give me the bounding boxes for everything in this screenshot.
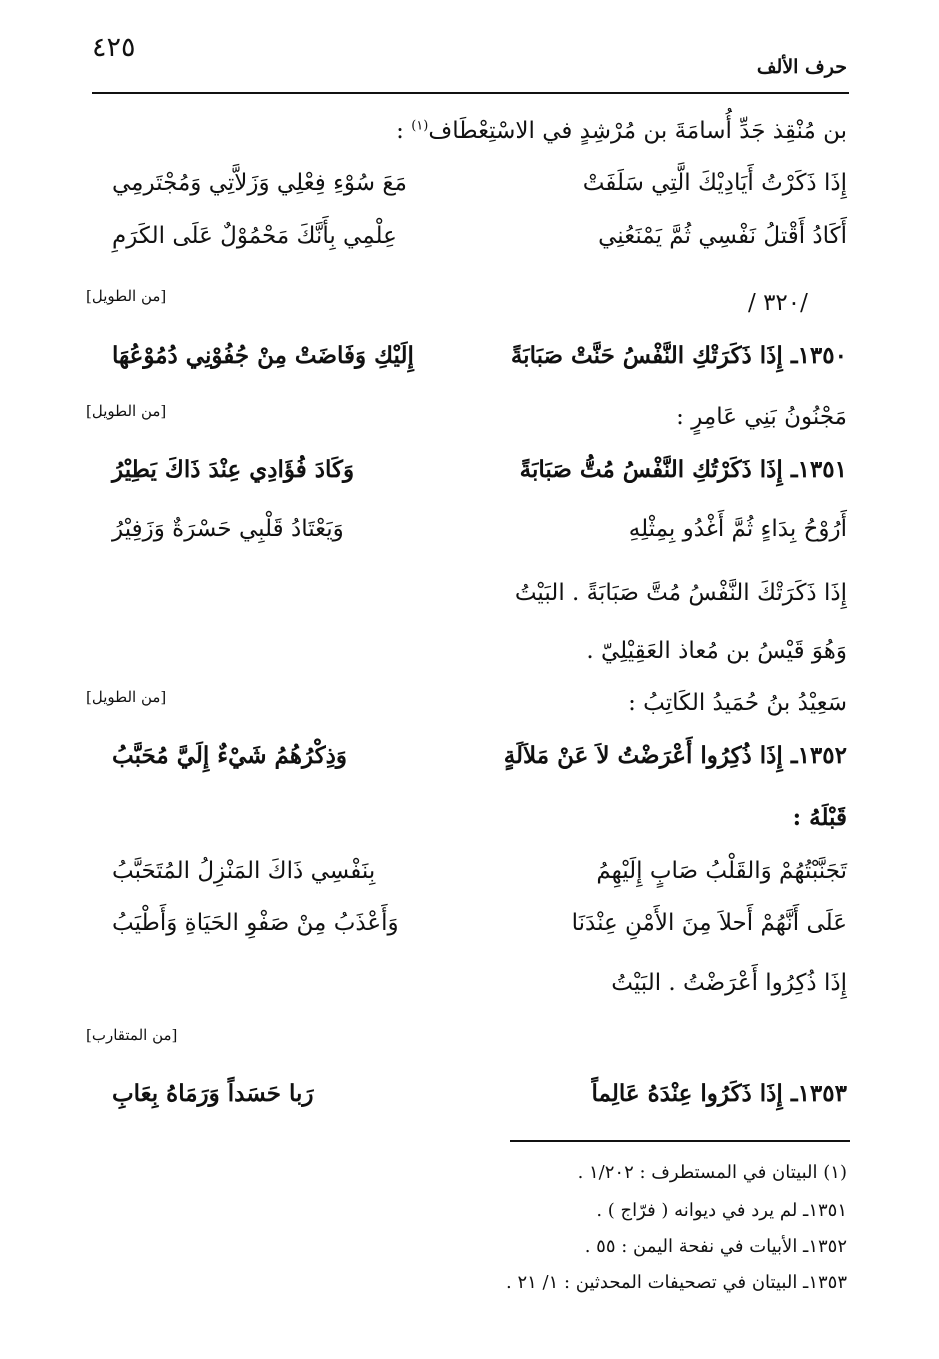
cite-1351: إِذَا ذَكَرَتْكَ النَّفْسُ مُتَّ صَبَابَةً . البَيْتُ bbox=[514, 580, 847, 606]
cite-1352: إِذَا ذُكِرُوا أَعْرَضْتُ . البَيْتُ bbox=[611, 970, 847, 996]
entry-1350-hemistich-right: إِذَا ذَكَرَتْكِ النَّفْسُ حَنَّتْ صَبَابَةً bbox=[510, 342, 783, 369]
meter-label-1351: [من الطويل] bbox=[86, 402, 167, 420]
verse-1351b-left: وَيَعْتَادُ قَلْبِي حَسْرَةٌ وَزَفِيْرُ bbox=[112, 516, 344, 542]
entry-number-1352: ١٣٥٢ـ bbox=[790, 742, 847, 769]
footnote-1351: ١٣٥١ـ لم يرد في ديوانه ( فرّاج ) . bbox=[596, 1200, 847, 1221]
entry-number-1351: ١٣٥١ـ bbox=[790, 456, 847, 483]
entry-1351-left: وَكَادَ فُؤَادِي عِنْدَ ذَاكَ يَطِيْرُ bbox=[112, 456, 355, 483]
footnote-marker: (١) bbox=[411, 118, 429, 134]
footnote-1353: ١٣٥٣ـ البيتان في تصحيفات المحدثين : ١/ ٢١ . bbox=[505, 1272, 847, 1293]
verse-1351b-right: أَرُوْحُ بِدَاءٍ ثُمَّ أَغْدُو بِمِثْلِهِ bbox=[628, 516, 847, 542]
footnote-rule bbox=[510, 1140, 850, 1142]
entry-1353-right bbox=[477, 1080, 847, 1107]
verse-1352b-1-left: بِنَفْسِي ذَاكَ المَنْزِلُ المُتَحَبَّبُ bbox=[112, 858, 376, 884]
page-number: ٤٢٥ bbox=[92, 32, 136, 63]
footnote-1352: ١٣٥٢ـ الأبيات في نفحة اليمن : ٥٥ . bbox=[584, 1236, 847, 1257]
attribution-1351: وَهُوَ قَيْسُ بن مُعاذ العَقِيْلِيّ . bbox=[586, 638, 847, 664]
page-ref-320: / ٣٢٠/ bbox=[748, 290, 808, 316]
header-rule bbox=[92, 92, 849, 94]
meter-label-1353: [من المتقارب] bbox=[86, 1026, 178, 1044]
entry-1350-left: إِلَيْكِ وَفَاضَتْ مِنْ جُفُوْنِي دُمُوْعُهَا bbox=[112, 342, 414, 369]
intro-verse-1-left: مَعَ سُوْءِ فِعْلِي وَزَلاَّتِي وَمُجْتَرمِي bbox=[112, 170, 407, 196]
poet-1352: سَعِيْدُ بنُ حُمَيدُ الكَاتِبُ : bbox=[628, 690, 847, 716]
meter-label-1350: [من الطويل] bbox=[86, 287, 167, 305]
verse-1352b-1-right: تَجَنَّبْتُهُمْ وَالقَلْبُ صَابٍ إِلَيْهِمُ bbox=[596, 858, 847, 884]
verse-1352b-2-left: وَأَعْذَبُ مِنْ صَفْوِ الحَيَاةِ وَأَطْيَبُ bbox=[112, 910, 399, 936]
intro-text: بن مُنْقِذ جَدِّ أُسامَةَ بن مُرْشِدٍ في الاسْتِعْطَاف bbox=[428, 118, 847, 144]
before-1352: قَبْلَهُ : bbox=[792, 804, 847, 831]
entry-1352-hemistich-right: إِذَا ذُكِرُوا أَعْرَضْتُ لاَ عَنْ مَلاَلَةٍ bbox=[503, 742, 783, 769]
entry-1353-left: رَبا حَسَداً وَرَمَاهُ بِعَابِ bbox=[112, 1080, 314, 1107]
entry-number-1353: ١٣٥٣ـ bbox=[790, 1080, 847, 1107]
entry-1351-right bbox=[477, 456, 847, 483]
entry-1352-left: وَذِكْرُهُمُ شَيْءٌ إِلَيَّ مُحَبَّبُ bbox=[112, 742, 347, 769]
entry-1353-hemistich-right: إِذَا ذَكَرُوا عِنْدَهُ عَالِماً bbox=[591, 1080, 783, 1107]
intro-line bbox=[396, 118, 847, 144]
intro-verse-2-left: عِلْمِي بِأَنَّكَ مَحْمُوْلٌ عَلَى الكَرَمِ bbox=[112, 223, 397, 249]
footnote-1: (١) البيتان في المستطرف : ١/٢٠٢ . bbox=[577, 1162, 847, 1183]
entry-1351-hemistich-right: إِذَا ذَكَرْتُكِ النَّفْسُ مُتُّ صَبَابَةً bbox=[519, 456, 783, 483]
intro-verse-1-right: إِذَا ذَكَرْتُ أَيَادِيْكَ الَّتِي سَلَفَتْ bbox=[582, 170, 847, 196]
meter-label-1352: [من الطويل] bbox=[86, 688, 167, 706]
intro-colon: : bbox=[396, 118, 404, 144]
running-head: حرف الألف bbox=[756, 56, 847, 78]
poet-1351: مَجْنُونُ بَنِي عَامِرٍ : bbox=[676, 404, 847, 430]
verse-1352b-2-right: عَلَى أَنَّهُمْ أَحلاَ مِنَ الأَمْنِ عِنْدَنَا bbox=[571, 910, 847, 936]
entry-1350-right bbox=[477, 342, 847, 369]
entry-1352-right bbox=[477, 742, 847, 769]
intro-verse-2-right: أَكَادُ أَقْتلُ نَفْسِي ثُمَّ يَمْنَعُنِي bbox=[598, 223, 847, 249]
entry-number-1350: ١٣٥٠ـ bbox=[790, 342, 847, 369]
